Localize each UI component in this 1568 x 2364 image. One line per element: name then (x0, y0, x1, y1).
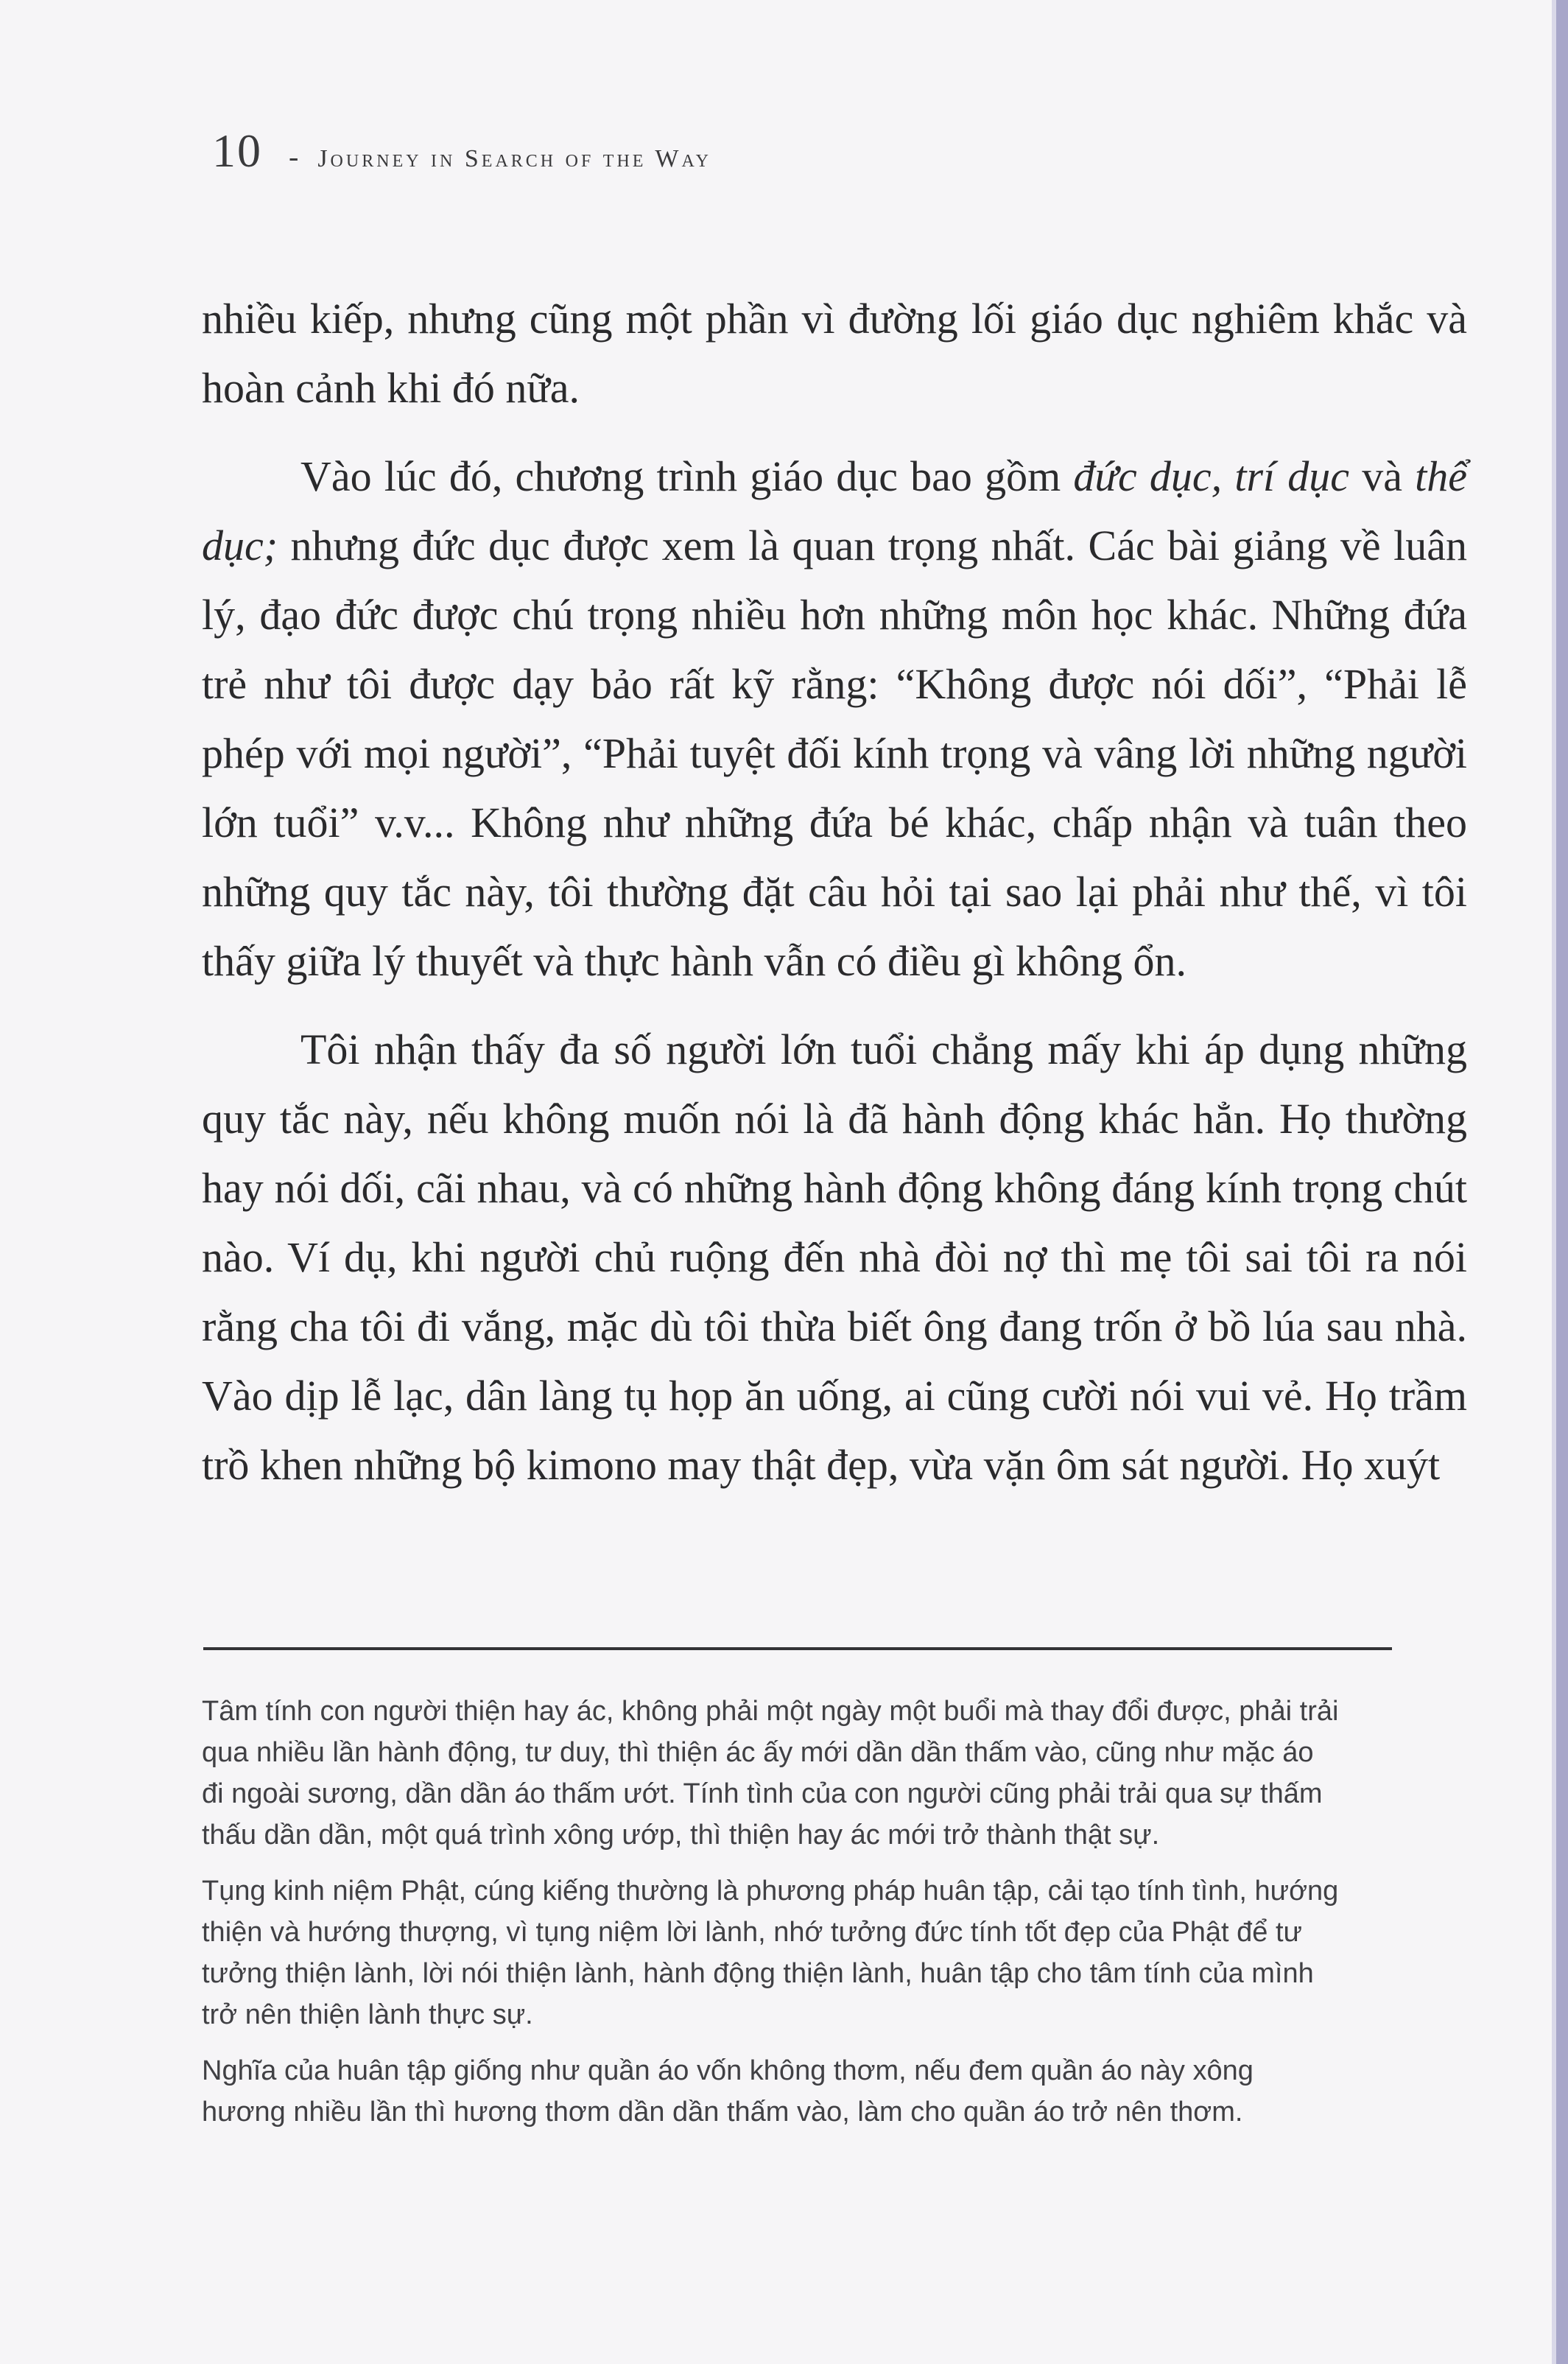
footnote-3-line-1: Nghĩa của huân tập giống như quần áo vốn không thơm, nếu đem quần áo này xông (202, 2055, 1254, 2086)
footnote-2-line-2: thiện và hướng thượng, vì tụng niệm lời lành, nhớ tưởng đức tính tốt đẹp của Phật để tư (202, 1917, 1302, 1948)
paragraph-2-italic-1: đức dục, trí dục (1073, 452, 1350, 500)
footnote-1-line-4: thấu dần dần, một quá trình xông ướp, thì thiện hay ác mới trở thành thật sự. (202, 1820, 1160, 1851)
running-header (212, 124, 711, 178)
paragraph-2-text-a: Vào lúc đó, chương trình giáo dục bao gồm (300, 452, 1074, 500)
footnote-divider (203, 1647, 1392, 1650)
footnote-3 (202, 2050, 1467, 2133)
footnote-1-line-3: đi ngoài sương, dần dần áo thấm ướt. Tính tình của con người cũng phải trải qua sự thấm (202, 1778, 1323, 1809)
footnote-2 (202, 1870, 1467, 2035)
paragraph-2-text-c: nhưng đức dục được xem là quan trọng nhất. Các bài giảng về luân lý, đạo đức được chú trọng nhiều hơn những môn học khác. Những đứa trẻ như tôi được dạy bảo rất kỹ rằng: “Không được nói dối”, “Phải lễ phép với mọi người”, “Phải tuyệt đối kính trọng và vâng lời những người lớn tuổi” v.v... Không như những đứa bé khác, chấp nhận và tuân theo những quy tắc này, tôi thường đặt câu hỏi tại sao lại phải như thế, vì tôi thấy giữa lý thuyết và thực hành vẫn có điều gì không ổn. (202, 522, 1467, 985)
paragraph-2-italic-2: thể dục; (202, 452, 1468, 569)
paragraph-2 (202, 442, 1467, 996)
footnote-1-line-2: qua nhiều lần hành động, tư duy, thì thiện ác ấy mới dần dần thấm vào, cũng như mặc áo (202, 1737, 1314, 1768)
footnote-2-line-4: trở nên thiện lành thực sự. (202, 1999, 533, 2030)
running-title: Journey in Search of the Way (317, 145, 711, 172)
footnote-1-line-1: Tâm tính con người thiện hay ác, không phải một ngày một buổi mà thay đổi được, phải trải (202, 1696, 1339, 1727)
footnote-2-line-3: tưởng thiện lành, lời nói thiện lành, hành động thiện lành, huân tập cho tâm tính của mình (202, 1958, 1314, 1989)
main-text (202, 284, 1467, 1500)
footnote-2-line-1: Tụng kinh niệm Phật, cúng kiếng thường là phương pháp huân tập, cải tạo tính tình, hướng (202, 1876, 1339, 1907)
paragraph-3: Tôi nhận thấy đa số người lớn tuổi chẳng mấy khi áp dụng những quy tắc này, nếu không muốn nói là đã hành động khác hẳn. Họ thường hay nói dối, cãi nhau, và có những hành động không đáng kính trọng chút nào. Ví dụ, khi người chủ ruộng đến nhà đòi nợ thì mẹ tôi sai tôi ra nói rằng cha tôi đi vắng, mặc dù tôi thừa biết ông đang trốn ở bồ lúa sau nhà. Vào dịp lễ lạc, dân làng tụ họp ăn uống, ai cũng cười nói vui vẻ. Họ trầm trồ khen những bộ kimono may thật đẹp, vừa vặn ôm sát người. Họ xuýt (202, 1025, 1467, 1489)
page-number: 10 (212, 124, 262, 177)
header-separator: - (289, 140, 299, 173)
page-edge-strip (1556, 0, 1568, 2364)
footnote-1 (202, 1691, 1467, 1856)
footnotes (202, 1691, 1467, 2133)
paragraph-2-text-b: và (1349, 452, 1416, 500)
footnote-3-line-2: hương nhiều lần thì hương thơm dần dần thấm vào, làm cho quần áo trở nên thơm. (202, 2097, 1243, 2128)
paragraph-1: nhiều kiếp, nhưng cũng một phần vì đường lối giáo dục nghiêm khắc và hoàn cảnh khi đó nữa. (202, 295, 1467, 412)
